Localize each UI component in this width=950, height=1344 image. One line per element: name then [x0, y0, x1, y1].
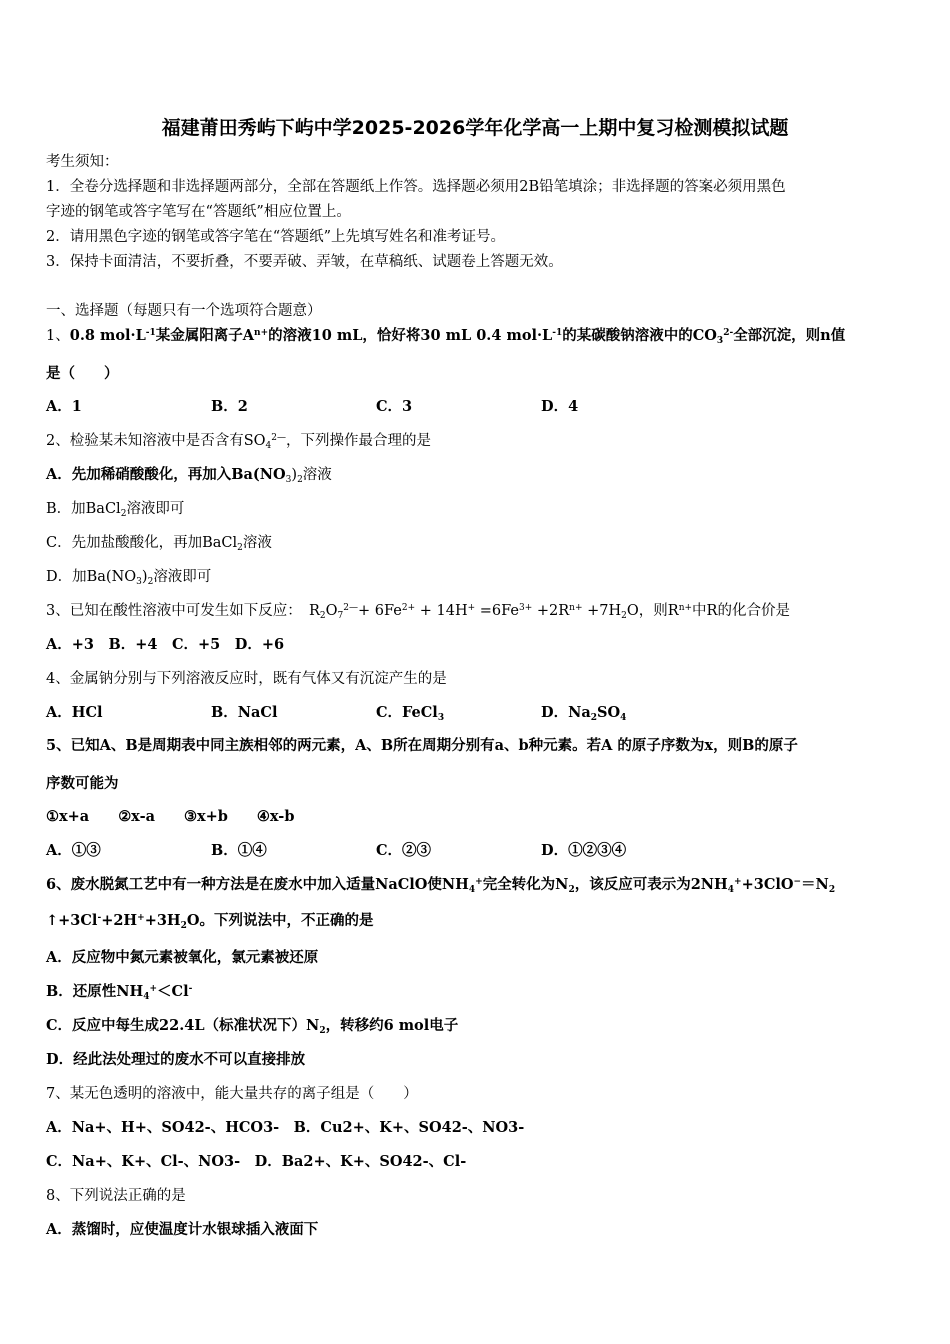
option-d[interactable]: D．①②③④: [541, 842, 627, 859]
option-a[interactable]: A．HCl: [46, 704, 103, 721]
question-4-options: [46, 703, 912, 723]
option-c[interactable]: C．FeCl$_3$: [376, 704, 445, 723]
notice-item-1: 1．全卷分选择题和非选择题两部分，全部在答题纸上作答。选择题必须用2B铅笔填涂；非选择题的答案必须用黑色: [46, 179, 786, 195]
notice-heading: 考生须知：: [46, 154, 119, 170]
option-c[interactable]: C．②③: [376, 842, 432, 859]
option-a[interactable]: A．1: [46, 398, 82, 415]
question-2-option-a[interactable]: A．先加稀硝酸酸化，再加入$Ba(NO_3)_2$溶液: [46, 466, 332, 485]
question-6-option-b[interactable]: B．还原性$NH_4^+<Cl^-$: [46, 983, 193, 1002]
question-2-option-c[interactable]: C．先加盐酸酸化，再加BaCl$_2$溶液: [46, 535, 272, 553]
option-d[interactable]: D．$Na_2SO_4$: [541, 704, 627, 723]
question-5-options: [46, 841, 912, 861]
question-6-option-a[interactable]: A．反应物中氮元素被氧化，氯元素被还原: [46, 949, 319, 966]
option-b[interactable]: B．NaCl: [211, 704, 278, 721]
notice-item-3: 3．保持卡面清洁，不要折叠，不要弄破、弄皱，在草稿纸、试题卷上答题无效。: [46, 254, 563, 270]
question-5-stem-cont: 序数可能为: [46, 775, 119, 792]
option-b[interactable]: B．①④: [211, 842, 267, 859]
question-2-option-b[interactable]: B．加BaCl$_2$溶液即可: [46, 501, 185, 519]
option-b[interactable]: B．2: [211, 398, 248, 415]
question-1-stem: 1、0.8 $mol\cdot L^{-1}$某金属阳离子$A^{n+}$的溶液10 mL，恰好将30 mL 0.4 $mol\cdot L^{-1}$的某碳酸钠溶液中的$CO_3^{2-}$全部沉淀，则n值: [46, 327, 846, 346]
notice-item-2: 2．请用黑色字迹的钢笔或答字笔在“答题纸”上先填写姓名和准考证号。: [46, 229, 506, 245]
question-3-stem: 3、已知在酸性溶液中可发生如下反应： $R_2O_7^{2—}+ 6Fe^{2+} + 14H^+ =6Fe^{3+} +2R^{n+} +7H_2O$，则$R^{n+}$中R的化合价是: [46, 603, 790, 621]
question-5-choices: ①x+a ②x-a ③x+b ④x-b: [46, 808, 295, 825]
question-7-options-cd[interactable]: C．Na+、K+、Cl-、NO3- D．Ba2+、K+、SO42-、Cl-: [46, 1153, 467, 1170]
question-1-stem-cont: 是（ ）: [46, 365, 119, 382]
question-7-stem: 7、某无色透明的溶液中，能大量共存的离子组是（ ）: [46, 1086, 418, 1102]
question-2-stem: 2、检验某未知溶液中是否含有$SO_4^{2—}$，下列操作最合理的是: [46, 433, 432, 451]
question-3-options[interactable]: A．+3 B．+4 C．+5 D．+6: [46, 636, 285, 653]
option-a[interactable]: A．①③: [46, 842, 101, 859]
question-6-stem-cont: $↑+3Cl^-+2H^++3H_2O$。下列说法中，不正确的是: [46, 912, 374, 931]
question-2-option-d[interactable]: D．加$Ba(NO_3)_2$溶液即可: [46, 569, 212, 587]
question-4-stem: 4、金属钠分别与下列溶液反应时，既有气体又有沉淀产生的是: [46, 671, 447, 687]
question-5-stem: 5、已知A、B是周期表中同主族相邻的两元素，A、B所在周期分别有a、b种元素。若A 的原子序数为x，则B的原子: [46, 737, 798, 754]
option-d[interactable]: D．4: [541, 398, 579, 415]
question-7-options-ab[interactable]: A．Na+、H+、SO42-、HCO3- B．Cu2+、K+、SO42-、NO3-: [46, 1119, 525, 1136]
question-6-stem: 6、废水脱氮工艺中有一种方法是在废水中加入适量NaClO使$NH_4^+$完全转化为$N_2$，该反应可表示为$2NH_4^++3ClO^-=N_2$: [46, 876, 836, 895]
question-8-stem: 8、下列说法正确的是: [46, 1188, 186, 1204]
section-heading: 一、选择题（每题只有一个选项符合题意）: [46, 303, 322, 319]
question-6-option-d[interactable]: D．经此法处理过的废水不可以直接排放: [46, 1051, 306, 1068]
option-c[interactable]: C．3: [376, 398, 413, 415]
notice-item-1-cont: 字迹的钢笔或答字笔写在“答题纸”相应位置上。: [46, 204, 351, 220]
exam-title: 福建莆田秀屿下屿中学2025-2026学年化学高一上期中复习检测模拟试题: [161, 117, 789, 139]
question-8-option-a[interactable]: A．蒸馏时，应使温度计水银球插入液面下: [46, 1221, 319, 1238]
question-1-options: [46, 397, 912, 417]
question-6-option-c[interactable]: C．反应中每生成22.4L（标准状况下）$N_2$，转移约6 mol电子: [46, 1017, 459, 1036]
